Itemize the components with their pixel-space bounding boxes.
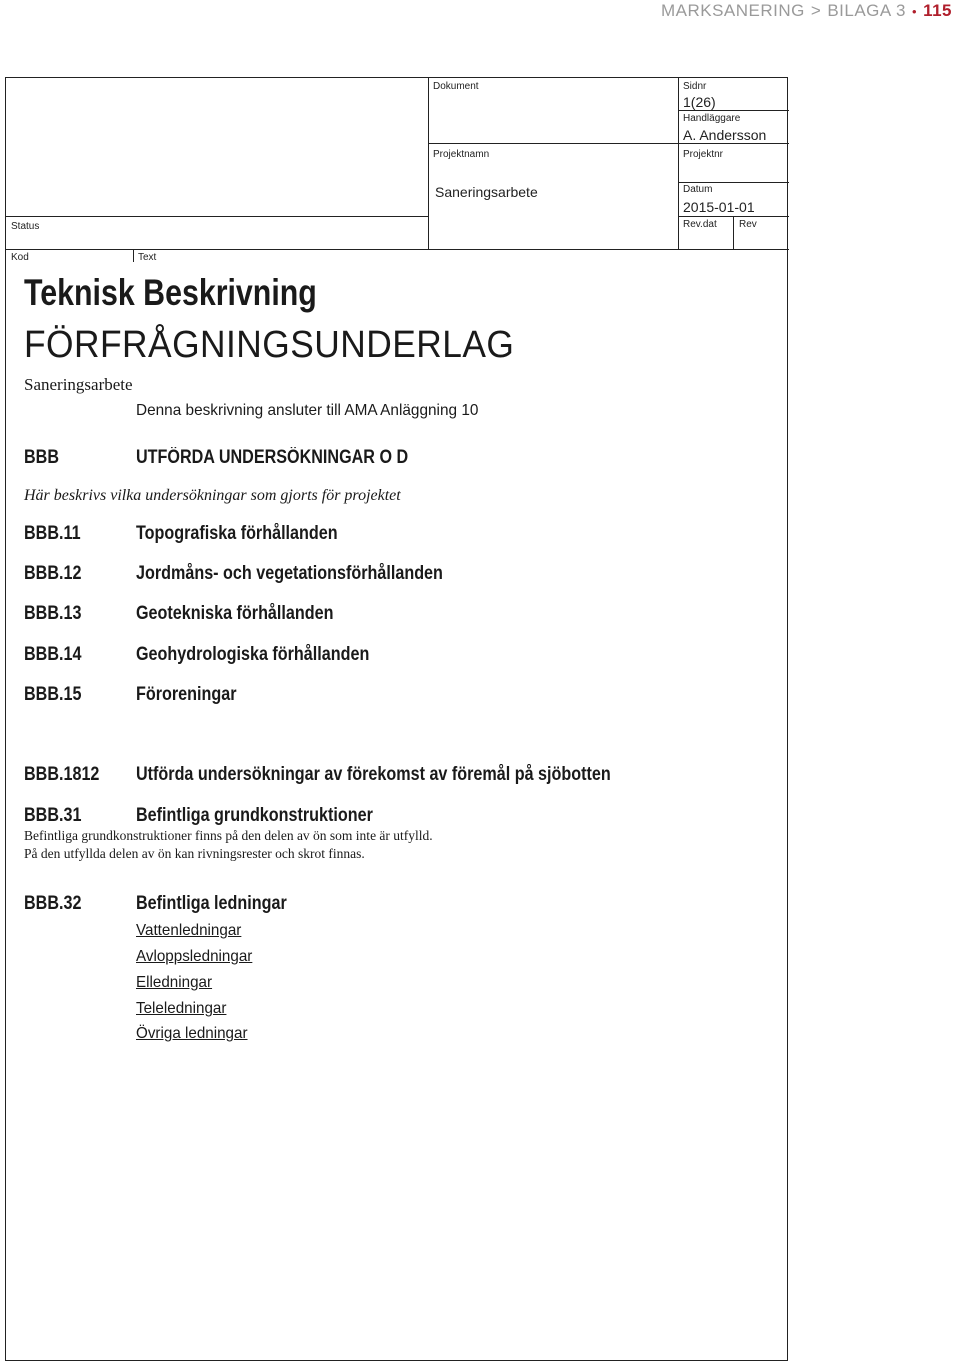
running-header: [661, 0, 952, 22]
document-title: Teknisk Beskrivning: [24, 272, 317, 313]
divider: [678, 78, 679, 249]
section-code: BBB.11: [24, 523, 81, 544]
section-heading: Befintliga grundkonstruktioner: [136, 805, 373, 826]
section-heading: Utförda undersökningar av förekomst av föremål på sjöbotten: [136, 764, 611, 785]
document-project: Saneringsarbete: [24, 375, 133, 394]
body-text: På den utfyllda delen av ön kan rivningsrester och skrot finnas.: [24, 846, 365, 861]
body-text: Befintliga grundkonstruktioner finns på den delen av ön som inte är utfylld.: [24, 828, 433, 843]
section-code: BBB.15: [24, 684, 82, 705]
document-subtitle: FÖRFRÅGNINGSUNDERLAG: [24, 324, 515, 366]
section-code: BBB.13: [24, 603, 82, 624]
section-heading: Föroreningar: [136, 684, 237, 705]
handlaggare-value: A. Andersson: [683, 127, 767, 143]
section-code: BBB.12: [24, 563, 82, 584]
section-heading: Jordmåns- och vegetationsförhållanden: [136, 563, 443, 584]
divider: [6, 249, 789, 250]
list-item-link[interactable]: Vattenledningar: [136, 922, 242, 939]
rev-label: Rev: [739, 219, 757, 230]
divider: [678, 182, 789, 183]
divider: [428, 78, 429, 249]
divider: [733, 216, 734, 249]
running-header-section: MARKSANERING: [660, 1, 805, 20]
list-item-link[interactable]: Teleledningar: [136, 1000, 227, 1017]
datum-value: 2015-01-01: [683, 199, 755, 215]
running-header-appendix: BILAGA 3: [827, 1, 906, 20]
projektnr-label: Projektnr: [683, 149, 724, 160]
list-item-link[interactable]: Övriga ledningar: [136, 1025, 248, 1042]
page-number: 115: [923, 1, 952, 20]
sidnr-label: Sidnr: [683, 81, 707, 92]
divider: [678, 110, 789, 111]
section-intro: Här beskrivs vilka undersökningar som gjorts för projektet: [24, 487, 401, 504]
section-heading: Topografiska förhållanden: [136, 523, 338, 544]
section-heading: UTFÖRDA UNDERSÖKNINGAR O D: [136, 447, 409, 468]
list-item-link[interactable]: Avloppsledningar: [136, 948, 253, 965]
divider: [133, 249, 134, 262]
text-label: Text: [138, 252, 157, 263]
section-code: BBB.14: [24, 644, 82, 665]
section-code: BBB.32: [24, 893, 82, 914]
dokument-label: Dokument: [433, 81, 479, 92]
list-item-link[interactable]: Elledningar: [136, 974, 213, 991]
handlaggare-label: Handläggare: [683, 113, 741, 124]
sidnr-value: 1(26): [683, 94, 716, 110]
section-code: BBB: [24, 447, 59, 468]
section-code: BBB.1812: [24, 764, 100, 785]
section-heading: Geotekniska förhållanden: [136, 603, 334, 624]
divider: [6, 216, 428, 217]
projektnamn-value: Saneringsarbete: [435, 184, 538, 200]
section-code: BBB.31: [24, 805, 82, 826]
projektnamn-label: Projektnamn: [433, 149, 490, 160]
kod-label: Kod: [11, 252, 29, 263]
datum-label: Datum: [683, 184, 713, 195]
section-heading: Befintliga ledningar: [136, 893, 287, 914]
status-label: Status: [11, 221, 40, 232]
document-frame: [5, 77, 788, 1361]
running-header-separator: >: [810, 1, 822, 20]
ama-note: Denna beskrivning ansluter till AMA Anläggning 10: [136, 402, 479, 419]
bullet-icon: •: [912, 3, 918, 19]
revdat-label: Rev.dat: [683, 219, 717, 230]
section-heading: Geohydrologiska förhållanden: [136, 644, 370, 665]
divider: [428, 143, 789, 144]
